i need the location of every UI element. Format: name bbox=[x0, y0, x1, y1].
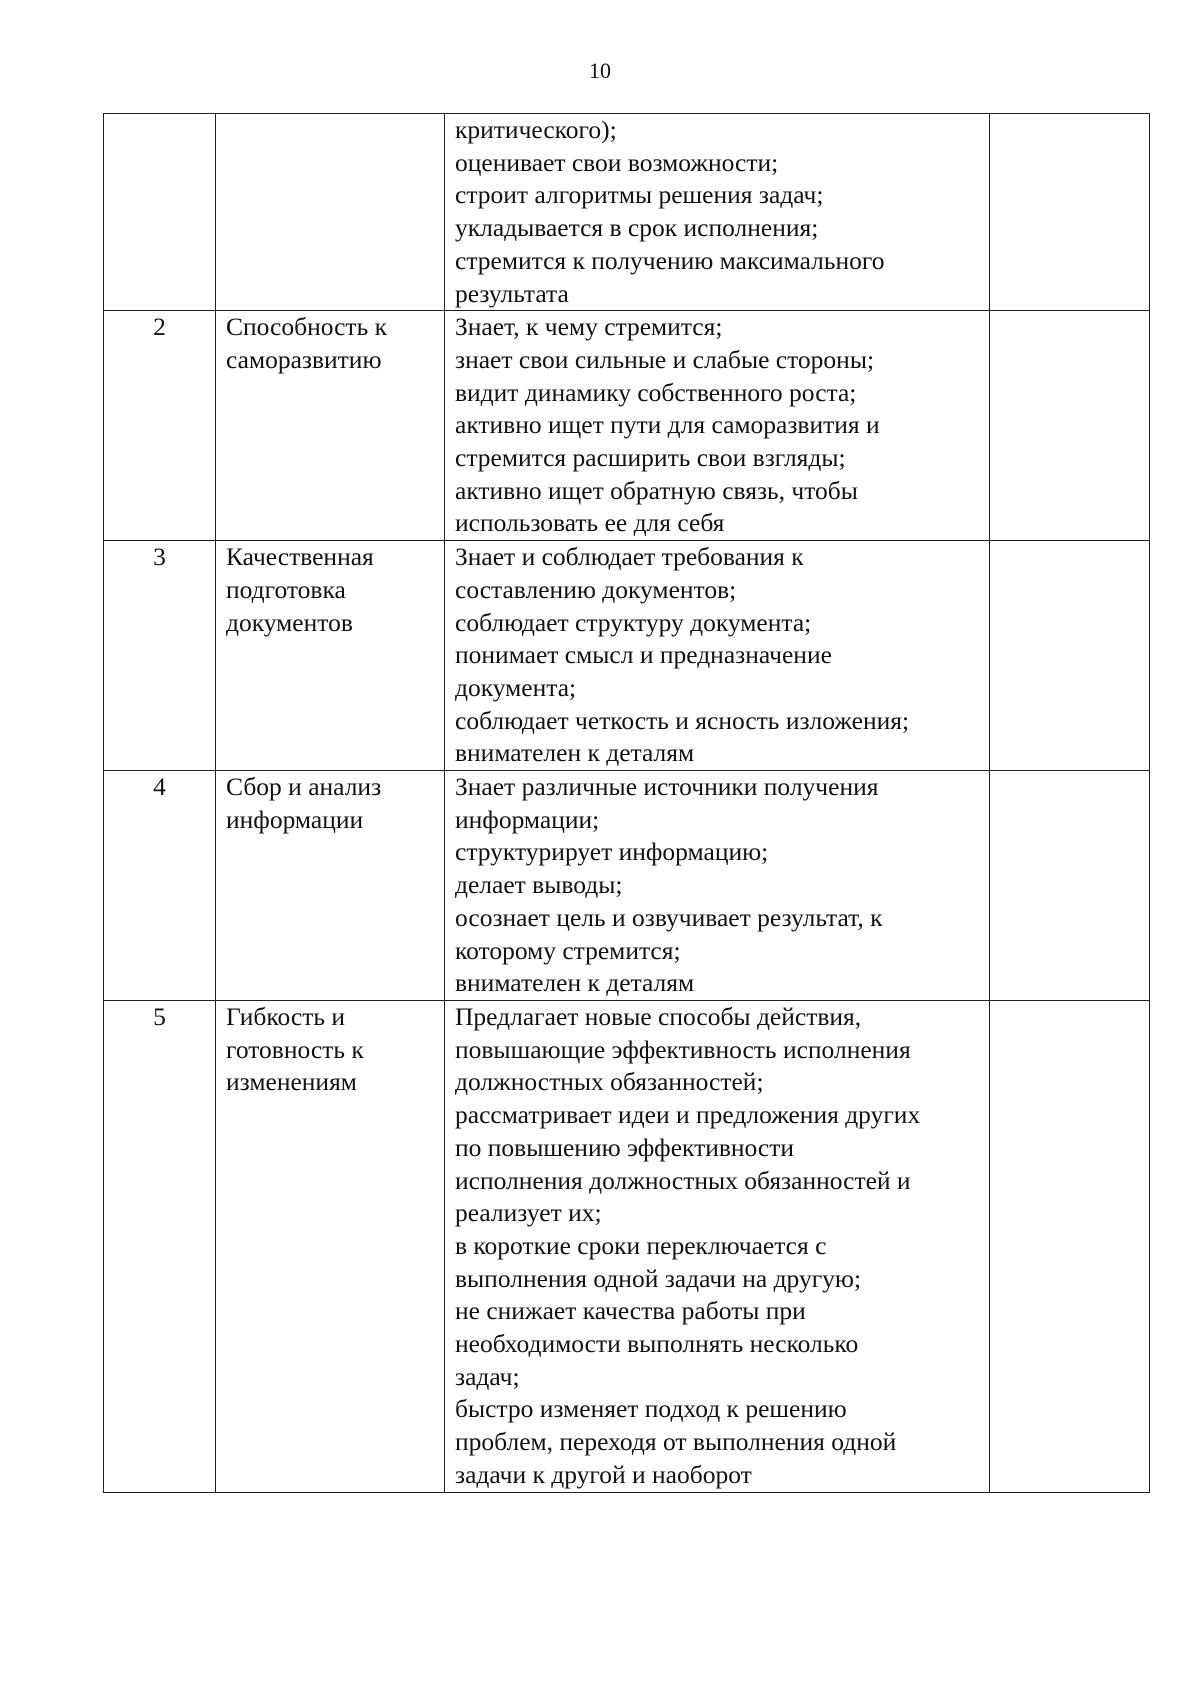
criterion-description-line: строит алгоритмы решения задач; bbox=[455, 180, 824, 210]
criterion-description-line: Знает и соблюдает требования к bbox=[455, 542, 804, 572]
criterion-name-line: саморазвитию bbox=[226, 344, 382, 374]
criterion-description-line: результата bbox=[455, 278, 569, 308]
criterion-description-line: укладывается в срок исполнения; bbox=[455, 213, 819, 243]
criterion-description-line: использовать ее для себя bbox=[455, 508, 725, 538]
criterion-description-line: реализует их; bbox=[455, 1198, 602, 1228]
criterion-name-line: изменениям bbox=[226, 1067, 357, 1097]
criterion-description-line: должностных обязанностей; bbox=[455, 1067, 764, 1097]
criterion-description-line: стремится к получению максимального bbox=[455, 245, 885, 275]
criterion-description-line: документа; bbox=[455, 672, 577, 702]
criterion-name-cell bbox=[216, 541, 445, 771]
criterion-description-line: в короткие сроки переключается с bbox=[455, 1230, 827, 1260]
row-number-cell bbox=[104, 114, 216, 311]
criterion-description-line: активно ищет пути для саморазвития и bbox=[455, 410, 880, 440]
table-row bbox=[104, 114, 1150, 311]
criterion-name-cell bbox=[216, 1000, 445, 1492]
criterion-description-line: активно ищет обратную связь, чтобы bbox=[455, 475, 858, 505]
criterion-description-line: информации; bbox=[455, 804, 600, 834]
criterion-name-line: подготовка bbox=[226, 574, 346, 604]
criterion-description-line: видит динамику собственного роста; bbox=[455, 377, 857, 407]
table-row bbox=[104, 1000, 1150, 1492]
criterion-name-line: информации bbox=[226, 804, 364, 834]
criteria-table bbox=[103, 113, 1150, 1493]
criterion-description-line: задачи к другой и наоборот bbox=[455, 1459, 752, 1489]
page-number: 10 bbox=[589, 58, 611, 83]
criterion-description-cell bbox=[445, 114, 990, 311]
criterion-description-line: соблюдает структуру документа; bbox=[455, 607, 812, 637]
criterion-description-line: повышающие эффективность исполнения bbox=[455, 1034, 911, 1064]
row-number-cell: 5 bbox=[104, 1000, 216, 1492]
criterion-name-line: Гибкость и bbox=[226, 1001, 345, 1031]
criterion-description-cell bbox=[445, 311, 990, 541]
criterion-description-line: быстро изменяет подход к решению bbox=[455, 1394, 847, 1424]
criterion-description-line: Знает, к чему стремится; bbox=[455, 312, 723, 342]
table-row bbox=[104, 541, 1150, 771]
score-cell bbox=[990, 114, 1150, 311]
criterion-name-line: Способность к bbox=[226, 312, 387, 342]
criterion-description-line: осознает цель и озвучивает результат, к bbox=[455, 902, 883, 932]
criterion-description-line: исполнения должностных обязанностей и bbox=[455, 1165, 911, 1195]
criterion-description-line: структурирует информацию; bbox=[455, 837, 769, 867]
criterion-description-line: выполнения одной задачи на другую; bbox=[455, 1263, 862, 1293]
criterion-name-cell bbox=[216, 771, 445, 1001]
criterion-description-line: делает выводы; bbox=[455, 870, 623, 900]
criterion-name-cell bbox=[216, 311, 445, 541]
score-cell bbox=[990, 771, 1150, 1001]
table-row bbox=[104, 771, 1150, 1001]
criterion-name-cell bbox=[216, 114, 445, 311]
criterion-description-line: оценивает свои возможности; bbox=[455, 147, 779, 177]
criterion-description-line: необходимости выполнять несколько bbox=[455, 1329, 859, 1359]
criterion-description-line: внимателен к деталям bbox=[455, 968, 695, 998]
criterion-description-cell bbox=[445, 1000, 990, 1492]
criterion-name-line: готовность к bbox=[226, 1034, 364, 1064]
score-cell bbox=[990, 311, 1150, 541]
table-row bbox=[104, 311, 1150, 541]
criterion-description-line: внимателен к деталям bbox=[455, 738, 695, 768]
criterion-description-line: рассматривает идеи и предложения других bbox=[455, 1100, 921, 1130]
criterion-description-line: Предлагает новые способы действия, bbox=[455, 1001, 862, 1031]
criteria-table-body bbox=[104, 114, 1150, 1493]
score-cell bbox=[990, 541, 1150, 771]
score-cell bbox=[990, 1000, 1150, 1492]
criterion-name-line: Сбор и анализ bbox=[226, 772, 382, 802]
criterion-name-line: Качественная bbox=[226, 542, 374, 572]
criterion-description-line: задач; bbox=[455, 1361, 520, 1391]
criterion-description-line: не снижает качества работы при bbox=[455, 1296, 806, 1326]
criterion-description-cell bbox=[445, 541, 990, 771]
criterion-description-line: которому стремится; bbox=[455, 935, 681, 965]
criterion-description-line: проблем, переходя от выполнения одной bbox=[455, 1427, 897, 1457]
criterion-description-line: по повышению эффективности bbox=[455, 1132, 795, 1162]
criterion-description-line: составлению документов; bbox=[455, 574, 737, 604]
criterion-description-line: понимает смысл и предназначение bbox=[455, 640, 832, 670]
criterion-description-cell bbox=[445, 771, 990, 1001]
criterion-name-line: документов bbox=[226, 607, 353, 637]
criterion-description-line: критического); bbox=[455, 115, 617, 144]
row-number-cell: 4 bbox=[104, 771, 216, 1001]
criterion-description-line: соблюдает четкость и ясность изложения; bbox=[455, 705, 910, 735]
criterion-description-line: Знает различные источники получения bbox=[455, 772, 879, 802]
row-number-cell: 3 bbox=[104, 541, 216, 771]
criterion-description-line: знает свои сильные и слабые стороны; bbox=[455, 344, 875, 374]
row-number-cell: 2 bbox=[104, 311, 216, 541]
criterion-description-line: стремится расширить свои взгляды; bbox=[455, 443, 846, 473]
